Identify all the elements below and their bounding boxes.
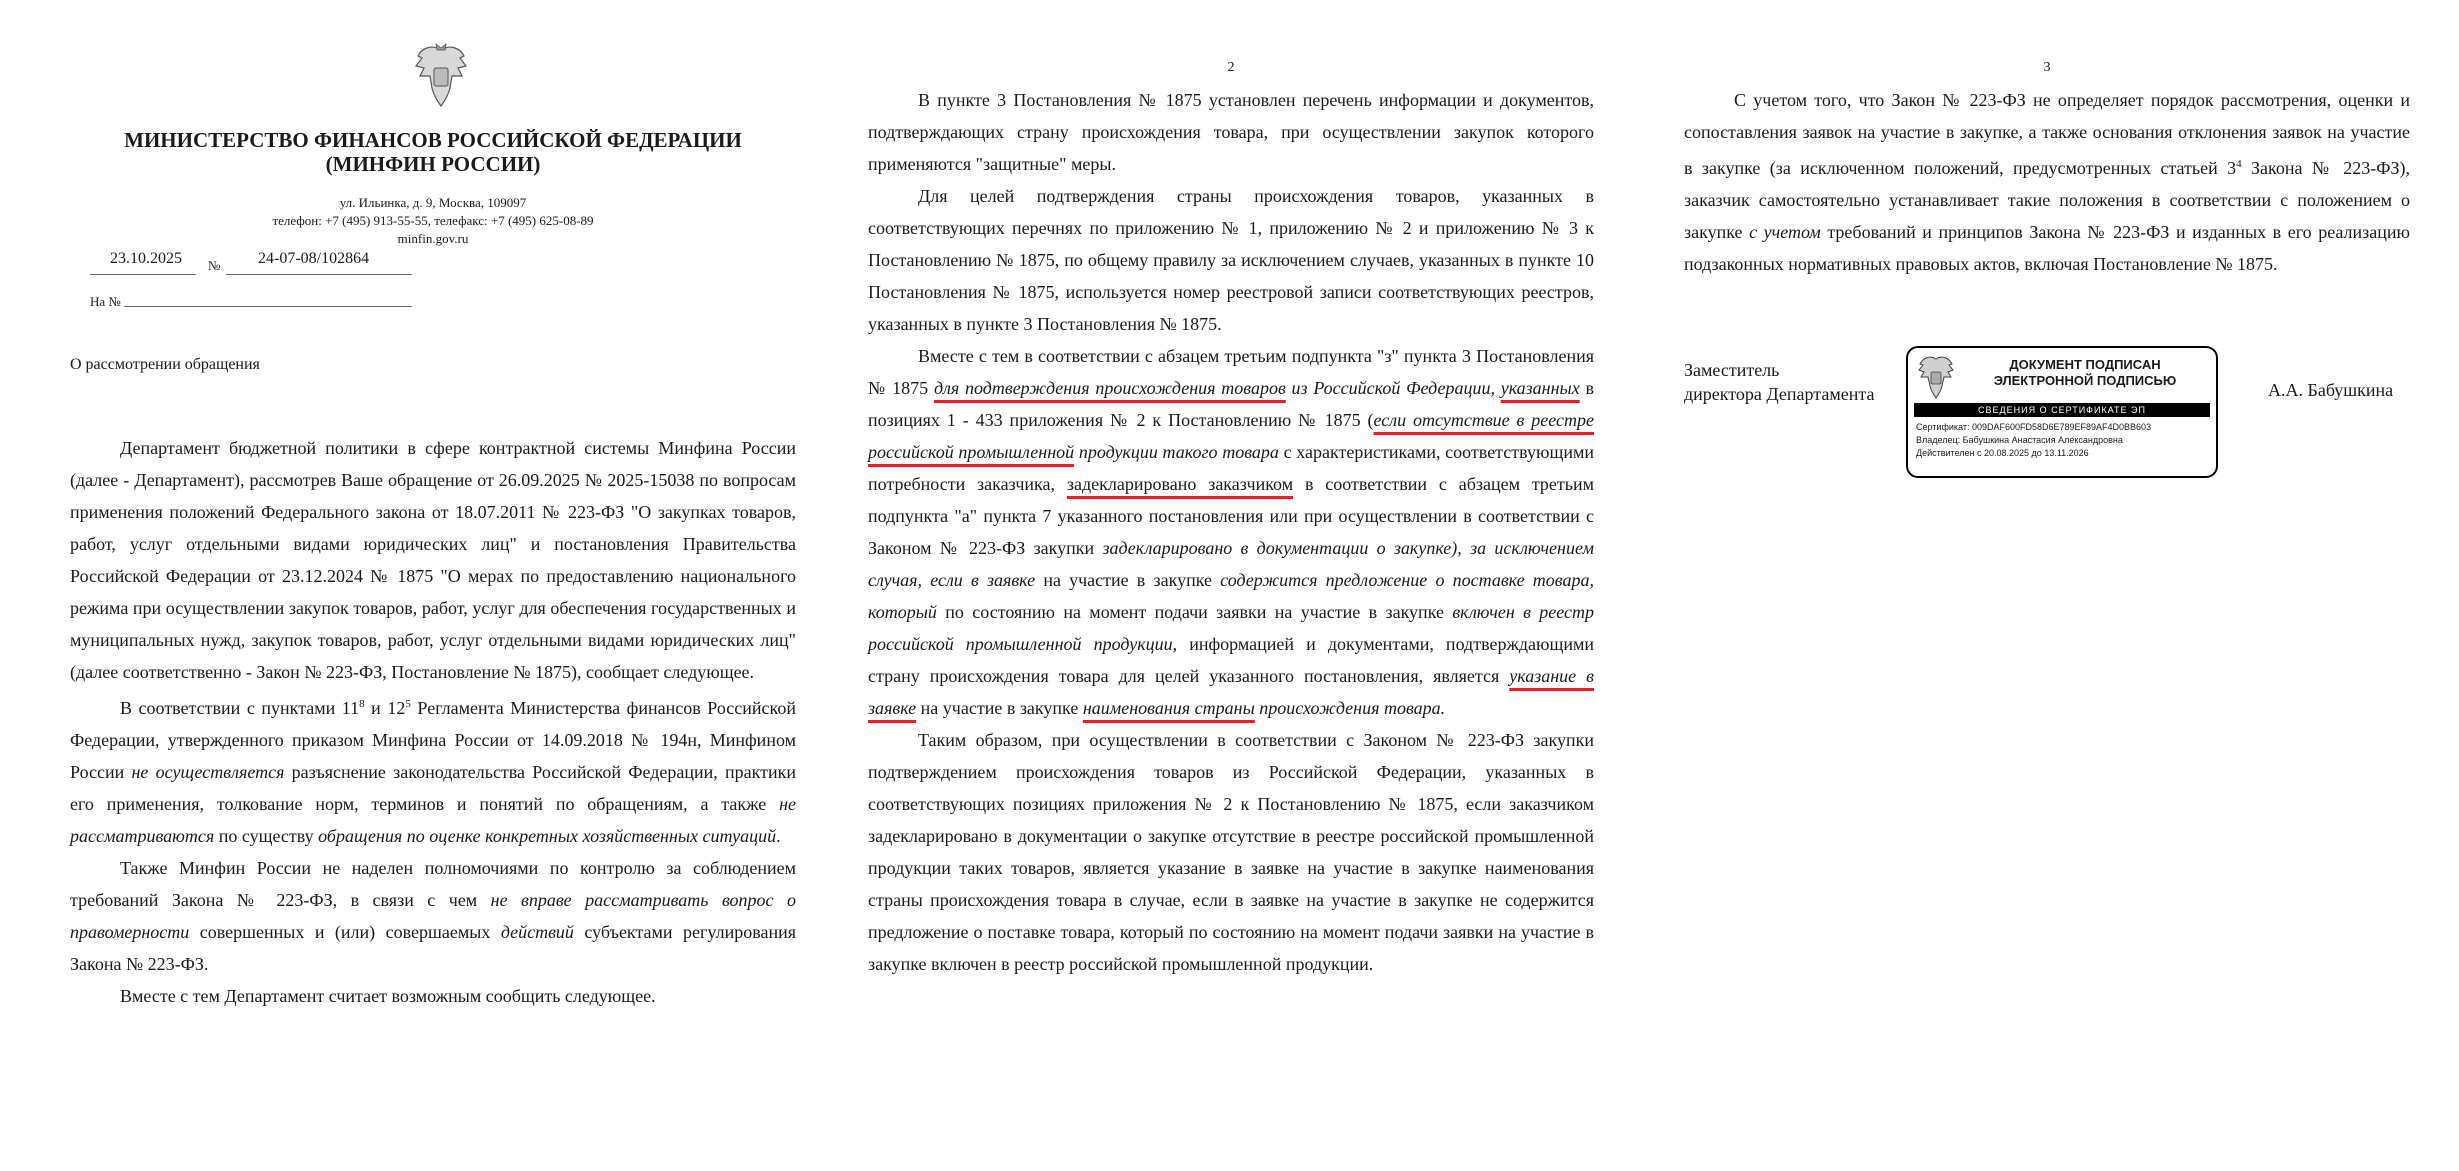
page-2-body [868,84,1594,980]
paragraph-4: Таким образом, при осуществлении в соответствии с Законом № 223-ФЗ закупки подтверждением происхождения товаров из Российской Федерации, указанных в соответствующих позициях приложения № 2 к Постановлению № 1875, если заказчиком задекларировано в документации о закупке отсутствие в реестре российской промышленной продукции таких товаров, является указание в заявке на участие в закупке наименования страны происхождения товара в случае, если в заявке на участие в закупке не содержится предложение о поставке товара, который по состоянию на момент подачи заявки на участие в закупке включен в реестр российской промышленной продукции. [868,730,1594,974]
coat-of-arms-icon [1916,354,1956,402]
paragraph-2: В соответствии с пунктами $11^8$ и $12^5$ Регламента Министерства финансов Российской Федерации, утвержденного приказом Минфина России от 14.09.2018 № 194н, Минфином России не осуществляется разъяснение законодательства Российской Федерации, практики его применения, толкование норм, терминов и понятий по обращениям, а также не рассматриваются по существу обращения по оценке конкретных хозяйственных ситуаций. [70,698,796,846]
letter-date: 23.10.2025 [110,250,182,267]
page-number: 3 [2043,60,2051,75]
signer-name: А.А. Бабушкина [2268,380,2394,400]
page-number: 2 [1227,60,1235,75]
org-address: ул. Ильинка, д. 9, Москва, 109097 [339,195,527,210]
paragraph-1: Департамент бюджетной политики в сфере контрактной системы Минфина России (далее - Департамент), рассмотрев Ваше обращение от 26.09.2025 № 2025-15038 по вопросам применения положений Федерального закона от 18.07.2011 № 223-ФЗ "О закупках товаров, работ, услуг отдельными видами юридических лиц" и постановления Правительства Российской Федерации от 23.12.2024 № 1875 "О мерах по предоставлению национального режима при осуществлении закупок товаров, работ, услуг для обеспечения государственных и муниципальных нужд, закупок товаров, работ, услуг отдельными видами юридических лиц" (далее соответственно - Закон № 223-ФЗ, Постановление № 1875), сообщает следующее. [70,438,796,682]
number-sign: № [208,258,221,273]
stamp-title: ДОКУМЕНТ ПОДПИСАН ЭЛЕКТРОННОЙ ПОДПИСЬЮ [1993,357,2177,388]
paragraph-3: Также Минфин России не наделен полномочиями по контролю за соблюдением требований Закона № 223-ФЗ, в связи с чем не вправе рассматривать вопрос о правомерности совершенных и (или) совершаемых действий субъектами регулирования Закона № 223-ФЗ. [70,858,796,974]
coat-of-arms-icon [412,42,470,112]
stamp-owner: Владелец: Бабушкина Анастасия Александровна [1916,435,2123,445]
signer-position: Заместитель директора Департамента [1684,360,1875,404]
org-name: МИНИСТЕРСТВО ФИНАНСОВ РОССИЙСКОЙ ФЕДЕРАЦИИ [124,128,742,152]
page-3-body [1684,84,2410,280]
registration-number: 24-07-08/102864 [258,250,370,267]
org-phones: телефон: +7 (495) 913-55-55, телефакс: +7 (495) 625-08-89 [272,213,594,228]
paragraph-2: Для целей подтверждения страны происхождения товаров, указанных в соответствующих перечнях по приложению № 1, приложению № 2 и приложению № 3 к Постановлению № 1875, по общему правилу за исключением случаев, указанных в пункте 10 Постановления № 1875, используется номер реестровой записи соответствующих реестров, указанных в пункте 3 Постановления № 1875. [868,186,1594,334]
paragraph-3: Вместе с тем в соответствии с абзацем третьим подпункта "з" пункта 3 Постановления № 1875 для подтверждения происхождения товаров из Российской Федерации, указанных в позициях 1 - 433 приложения № 2 к Постановлению № 1875 (если отсутствие в реестре российской промышленной продукции такого товара с характеристиками, соответствующими потребности заказчика, задекларировано заказчиком в соответствии с абзацем третьим подпункта "а" пункта 7 указанного постановления или при осуществлении в соответствии с Законом № 223-ФЗ закупки задекларировано в документации о закупке), за исключением случая, если в заявке на участие в закупке содержится предложение о поставке товара, который по состоянию на момент подачи заявки на участие в закупке включен в реестр российской промышленной продукции, информацией и документами, подтверждающими страну происхождения товара для целей указанного постановления, является указание в заявке на участие в закупке наименования страны происхождения товара. [868,346,1594,718]
number-underline [226,274,412,275]
org-website: minfin.gov.ru [397,231,469,246]
stamp-certificate-header: СВЕДЕНИЯ О СЕРТИФИКАТЕ ЭП [1914,403,2210,417]
letter-subject: О рассмотрении обращения [70,356,260,373]
stamp-certificate: Сертификат: 009DAF600FD58D6E789EF89AF4D0BB603 [1916,422,2152,432]
paragraph-1: В пункте 3 Постановления № 1875 установлен перечень информации и документов, подтверждающих страну происхождения товара, при осуществлении закупок которого применяются "защитные" меры. [868,90,1594,174]
date-underline [90,274,196,275]
paragraph-4: Вместе с тем Департамент считает возможным сообщить следующее. [120,986,656,1006]
reference-label: На № [90,294,121,309]
org-short-name: (МИНФИН РОССИИ) [325,152,541,176]
paragraph-1: С учетом того, что Закон № 223-ФЗ не определяет порядок рассмотрения, оценки и сопоставления заявок на участие в закупке, а также основания отклонения заявок на участие в закупке (за исключенном положений, предусмотренных статьей $3^4$ Закона № 223-ФЗ), заказчик самостоятельно устанавливает такие положения в соответствии с положением о закупке с учетом требований и принципов Закона № 223-ФЗ и изданных в его реализацию подзаконных нормативных правовых актов, включая Постановление № 1875. [1684,90,2410,274]
reference-underline [124,306,412,307]
stamp-validity: Действителен с 20.08.2025 до 13.11.2026 [1916,448,2089,458]
page-1-body [70,432,796,1012]
electronic-signature-stamp [1906,346,2218,478]
